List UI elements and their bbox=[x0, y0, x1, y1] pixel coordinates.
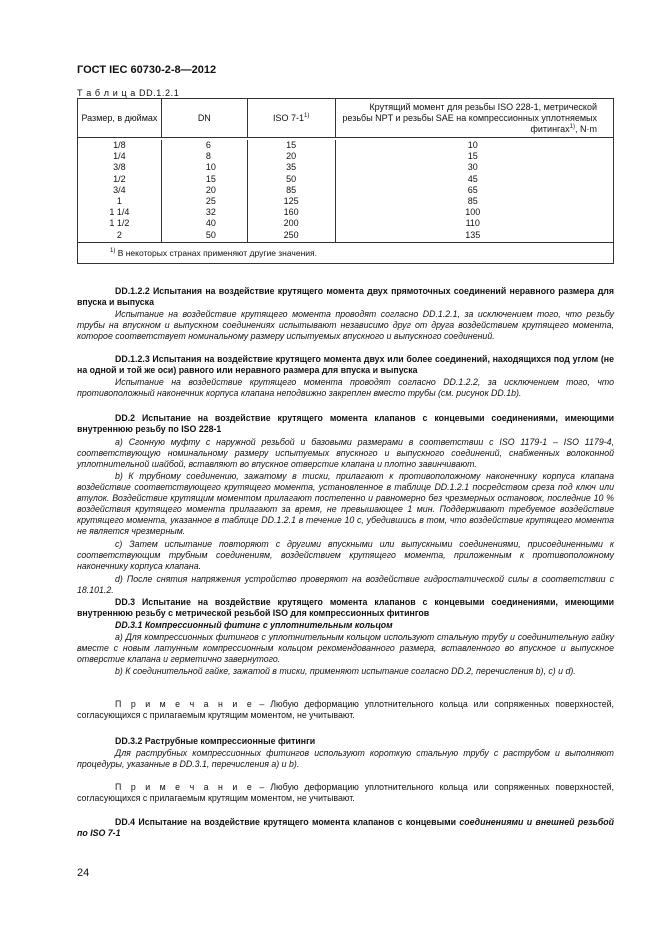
cell-iso: 250 bbox=[247, 230, 335, 243]
cell-torque: 15 bbox=[335, 151, 613, 162]
table-row bbox=[78, 162, 614, 173]
section-dd31-title: DD.3.1 Компрессионный фитинг с уплотнительным кольцом bbox=[115, 620, 393, 630]
cell-dn: 25 bbox=[161, 196, 247, 207]
cell-dn: 50 bbox=[161, 230, 247, 243]
section-dd2-item-b: b) К трубному соединению, зажатому в тиски, прилагают к противоположному наконечнику корпуса клапана воздействие соответствующего крутящего момента, установленное в таблице DD.1.2.1 посредством среза под ключ или втулок. Воздействие крутящим моментом прилагают постепенно и равномерно без чрезмерных остановок, последние 10 % воздействия крутящего момента прилагают за время, не превышающее 1 мин. Поддерживают требуемое воздействие крутящего момента, указанное в таблице DD.1.2.1 в течение 10 с, убедившись в том, что воздействие крутящего момента не является чрезмерным. bbox=[77, 471, 614, 537]
section-dd32-text: Для раструбных компрессионных фитингов используют короткую стальную трубу с раструбом и выполняют процедуры, указанные в DD.3.1, перечисления a) и b). bbox=[77, 748, 614, 770]
table-row bbox=[78, 230, 614, 243]
cell-size: 3/4 bbox=[78, 185, 162, 196]
cell-torque: 85 bbox=[335, 196, 613, 207]
cell-torque: 10 bbox=[335, 140, 613, 151]
cell-size: 1/8 bbox=[78, 140, 162, 151]
section-dd31-item-a: a) Для компрессионных фитингов с уплотнительным кольцом используют стальную трубу и соединительную гайку вместе с новым латунным компрессионным кольцом рекомендованного размера, вставленного во впускное и выпускное отверстие клапана и герметично завернутого. bbox=[77, 632, 614, 665]
table-row bbox=[78, 174, 614, 185]
note-1: П р и м е ч а н и е – Любую деформацию уплотнительного кольца или сопряженных поверхностей, согласующихся с прилагаемым крутящим моментом, не учитывают. bbox=[77, 699, 615, 721]
section-dd32-title: DD.3.2 Раструбные компрессионные фитинги bbox=[115, 736, 316, 746]
table-row bbox=[78, 151, 614, 162]
header-size: Размер, в дюймах bbox=[78, 99, 162, 138]
cell-iso: 160 bbox=[247, 207, 335, 218]
cell-dn: 8 bbox=[161, 151, 247, 162]
section-dd31-item-b: b) К соединительной гайке, зажатой в тиски, применяют испытание согласно DD.2, перечисления b), c) и d). bbox=[115, 666, 576, 676]
note-2: П р и м е ч а н и е – Любую деформацию уплотнительного кольца или сопряженных поверхностей, согласующихся с прилагаемым крутящим моментом, не учитывают. bbox=[77, 782, 615, 804]
cell-dn: 32 bbox=[161, 207, 247, 218]
cell-size: 1/2 bbox=[78, 174, 162, 185]
cell-torque: 135 bbox=[335, 230, 613, 243]
standard-header: ГОСТ IEC 60730-2-8—2012 bbox=[77, 64, 217, 76]
header-iso: ISO 7-1$^{1)}$ bbox=[247, 99, 335, 138]
cell-dn: 40 bbox=[161, 218, 247, 229]
table-row bbox=[78, 196, 614, 207]
cell-torque: 45 bbox=[335, 174, 613, 185]
torque-table bbox=[77, 98, 614, 264]
table-row bbox=[78, 185, 614, 196]
cell-iso: 35 bbox=[247, 162, 335, 173]
section-dd122-title: DD.1.2.2 Испытания на воздействие крутящего момента двух прямоточных соединений неравного размера для впуска и выпуска bbox=[77, 286, 614, 308]
cell-torque: 65 bbox=[335, 185, 613, 196]
section-dd123-title: DD.1.2.3 Испытания на воздействие крутящего момента двух или более соединений, находящихся под углом (не на одной и той же оси) равного или неравного размера для впуска и выпуска bbox=[77, 354, 614, 376]
header-torque: Крутящий момент для резьбы ISO 228-1, метрической резьбы NPT и резьбы SAE на компрессионных уплотняемых фитингах$^{1)}$, N·m bbox=[335, 99, 613, 138]
section-dd2-title: DD.2 Испытание на воздействие крутящего момента клапанов с концевыми соединениями, имеющими внутреннюю резьбу по ISO 228-1 bbox=[77, 413, 614, 435]
section-dd2-item-d: d) После снятия напряжения устройство проверяют на воздействие гидростатической силы в соответствии с 18.101.2. bbox=[77, 574, 614, 596]
cell-iso: 15 bbox=[247, 140, 335, 151]
table-row bbox=[78, 140, 614, 151]
cell-iso: 85 bbox=[247, 185, 335, 196]
table-footnote: $^{1)}$ В некоторых странах применяют другие значения. bbox=[78, 242, 614, 263]
cell-iso: 50 bbox=[247, 174, 335, 185]
cell-torque: 100 bbox=[335, 207, 613, 218]
section-dd3-title: DD.3 Испытание на воздействие крутящего момента клапанов с концевыми соединениями, имеющими внутреннюю резьбу с метрической резьбой ISO для компрессионных фитингов bbox=[77, 597, 614, 619]
cell-iso: 125 bbox=[247, 196, 335, 207]
section-dd2-item-c: c) Затем испытание повторяют с другими впускными или выпускными соединениями, присоединенными к соответствующим трубным соединениям, воздействием крутящего момента, приложенным к противоположному наконечнику корпуса клапана. bbox=[77, 539, 614, 572]
section-dd2-item-a: a) Сгонную муфту с наружной резьбой и базовыми размерами в соответствии с ISO 1179-1 – ISO 1179-4, соответствующую номинальному размеру испытуемых впускного и выпускного соединений, снабженных волоконной уплотнительной шайбой, вставляют во впускное отверстие клапана и плотно завинчивают. bbox=[77, 437, 614, 470]
table-row bbox=[78, 207, 614, 218]
cell-dn: 15 bbox=[161, 174, 247, 185]
cell-torque: 110 bbox=[335, 218, 613, 229]
header-dn: DN bbox=[161, 99, 247, 138]
page-number: 24 bbox=[77, 867, 90, 879]
table-row bbox=[78, 218, 614, 229]
section-dd4-title: DD.4 Испытание на воздействие крутящего момента клапанов с концевыми соединениями и внешней резьбой по ISO 7-1 bbox=[77, 817, 615, 839]
cell-iso: 200 bbox=[247, 218, 335, 229]
cell-size: 1/4 bbox=[78, 151, 162, 162]
cell-torque: 30 bbox=[335, 162, 613, 173]
cell-size: 1 bbox=[78, 196, 162, 207]
cell-size: 1 1/2 bbox=[78, 218, 162, 229]
cell-iso: 20 bbox=[247, 151, 335, 162]
cell-size: 1 1/4 bbox=[78, 207, 162, 218]
table-caption: Т а б л и ц а DD.1.2.1 bbox=[77, 88, 180, 98]
table-footnote-row bbox=[78, 242, 614, 263]
cell-dn: 6 bbox=[161, 140, 247, 151]
cell-size: 2 bbox=[78, 230, 162, 243]
cell-dn: 10 bbox=[161, 162, 247, 173]
section-dd123-text: Испытание на воздействие крутящего момента проводят согласно DD.1.2.2, за исключением того, что противоположный наконечник корпуса клапана неподвижно закреплен вместо трубы (см. рисунок DD.1b). bbox=[77, 377, 614, 399]
table-header-row bbox=[78, 99, 614, 138]
cell-size: 3/8 bbox=[78, 162, 162, 173]
section-dd122-text: Испытание на воздействие крутящего момента проводят согласно DD.1.2.1, за исключением того, что резьбу трубы на впускном и выпускном соединениях испытывают независимо друг от друга воздействием крутящего момента, которое соответствует номинальному размеру испытуемых впускного и выпускного соединений. bbox=[77, 309, 614, 342]
cell-dn: 20 bbox=[161, 185, 247, 196]
